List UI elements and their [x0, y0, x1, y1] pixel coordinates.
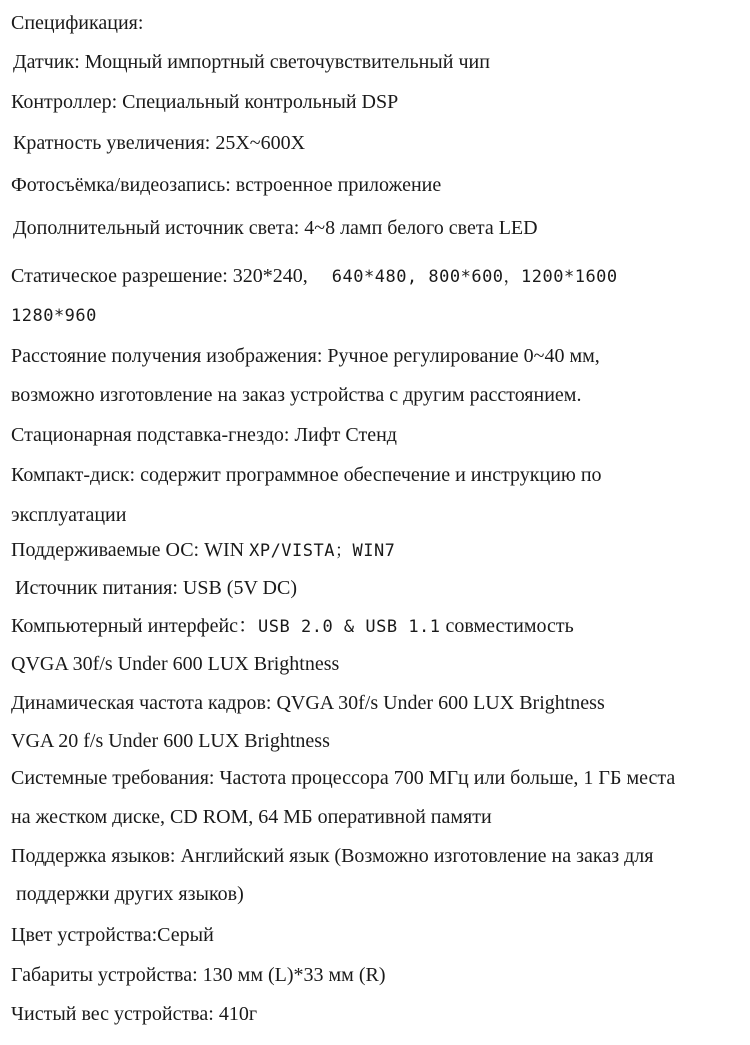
spec-distance-line-1: Расстояние получения изображения: Ручное регулирование 0~40 мм,: [11, 345, 600, 367]
spec-magnification: Кратность увеличения: 25X~600X: [13, 132, 306, 154]
spec-stand: Стационарная подставка-гнездо: Лифт Стенд: [11, 424, 397, 446]
interface-values: USB 2.0 & USB 1.1: [258, 617, 441, 637]
spec-controller: Контроллер: Специальный контрольный DSP: [11, 91, 399, 113]
spec-resolution: [11, 264, 618, 289]
spec-cd-line-1: Компакт-диск: содержит программное обеспечение и инструкцию по: [11, 464, 602, 486]
spec-languages-line-1: Поддержка языков: Английский язык (Возможно изготовление на заказ для: [11, 845, 654, 867]
spec-languages-line-2: поддержки других языков): [16, 883, 244, 905]
spec-sensor: Датчик: Мощный импортный светочувствительный чип: [13, 51, 490, 73]
resolution-values: 640*480, 800*600，1200*1600: [331, 267, 618, 287]
os-values: XP/VISTA；WIN7: [249, 541, 396, 561]
spec-vga: VGA 20 f/s Under 600 LUX Brightness: [11, 730, 330, 752]
interface-label: Компьютерный интерфейс：: [11, 615, 259, 637]
spec-qvga: QVGA 30f/s Under 600 LUX Brightness: [11, 653, 340, 675]
spec-requirements-line-2: на жестком диске, CD ROM, 64 МБ оперативной памяти: [11, 806, 492, 828]
os-label: Поддерживаемые ОС: WIN: [11, 539, 250, 561]
spec-cd-line-2: эксплуатации: [11, 504, 127, 526]
spec-dimensions: Габариты устройства: 130 мм (L)*33 мм (R): [11, 964, 386, 986]
spec-title: Спецификация:: [11, 12, 144, 34]
spec-light: Дополнительный источник света: 4~8 ламп белого света LED: [13, 217, 538, 239]
spec-framerate: Динамическая частота кадров: QVGA 30f/s Under 600 LUX Brightness: [11, 692, 605, 714]
spec-requirements-line-1: Системные требования: Частота процессора 700 МГц или больше, 1 ГБ места: [11, 767, 676, 789]
spec-os: [11, 538, 395, 563]
spec-interface: [11, 614, 574, 639]
resolution-label: Статическое разрешение: 320*240,: [11, 265, 308, 287]
spec-capture: Фотосъёмка/видеозапись: встроенное приложение: [11, 174, 442, 196]
spec-resolution-extra: 1280*960: [11, 306, 97, 326]
spec-weight: Чистый вес устройства: 410г: [11, 1003, 258, 1025]
spec-power: Источник питания: USB (5V DC): [15, 577, 297, 599]
spec-distance-line-2: возможно изготовление на заказ устройства с другим расстоянием.: [11, 384, 582, 406]
spec-color: Цвет устройства:Серый: [11, 924, 214, 946]
interface-suffix: совместимость: [440, 615, 574, 637]
